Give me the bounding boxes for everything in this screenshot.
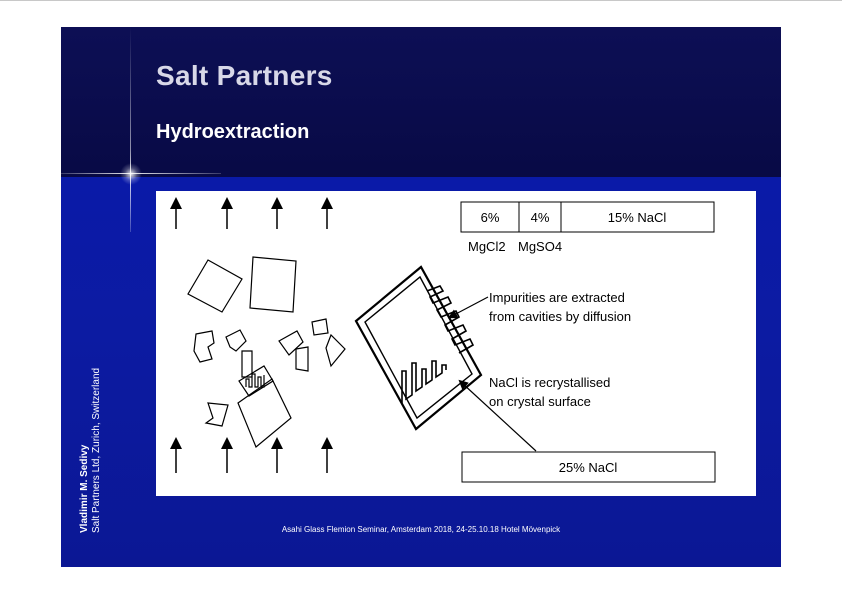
slide-header-band [61, 27, 781, 177]
slide-title: Salt Partners [156, 60, 333, 91]
crystal-outer [356, 267, 481, 429]
crystal-shape [239, 366, 273, 396]
slide-footer: Asahi Glass Flemion Seminar, Amsterdam 2018, 24-25.10.18 Hotel Mövenpick [281, 525, 561, 534]
bottom-table-nacl: 25% NaCl [558, 460, 618, 475]
annotation-impurities-line2: from cavities by diffusion [489, 309, 632, 324]
crystal-shape [194, 331, 214, 362]
crystal-shape [238, 379, 291, 447]
crystal-shape [226, 330, 246, 351]
bottom-arrows [176, 443, 327, 473]
table-cell-mgso4-pct: 4% [530, 210, 550, 225]
crystal-shape [206, 403, 228, 426]
page-top-border [0, 0, 842, 1]
top-arrows [176, 203, 327, 229]
slide-subtitle: Hydroextraction [156, 121, 310, 143]
crystal-shape [188, 260, 242, 312]
crystal-shape [250, 257, 296, 312]
diagram-drawing [156, 191, 756, 496]
pointer-arrow-icon [452, 297, 488, 316]
author-company: Salt Partners Ltd, Zurich, Switzerland [91, 367, 102, 533]
author-name: Vladimir M. Sedivy [79, 444, 90, 533]
crystal-shape [312, 319, 328, 335]
decor-star-glow [120, 163, 142, 185]
author-sidebar [61, 335, 141, 535]
crystal-shape [296, 347, 308, 371]
annotation-nacl-line2: on crystal surface [489, 394, 591, 409]
crystal-shape [279, 331, 303, 355]
table-cell-nacl-pct: 15% NaCl [607, 210, 667, 225]
label-mgso4: MgSO4 [518, 239, 563, 254]
author-vertical-text [79, 368, 103, 533]
large-crystal [356, 267, 481, 429]
top-table [461, 202, 714, 254]
slide [61, 27, 781, 567]
salt-crystals-group [188, 257, 345, 447]
table-cell-mgcl2-pct: 6% [480, 210, 500, 225]
hydroextraction-diagram [156, 191, 756, 496]
decor-vertical-line [130, 27, 131, 232]
cavity-channels [402, 361, 446, 403]
crystal-pores [246, 374, 264, 387]
annotation-nacl-line1: NaCl is recrystallised [489, 375, 611, 390]
crystal-shape [326, 335, 345, 366]
annotation-impurities-line1: Impurities are extracted [489, 290, 625, 305]
crystal-shape [242, 351, 252, 377]
label-mgcl2: MgCl2 [468, 239, 506, 254]
